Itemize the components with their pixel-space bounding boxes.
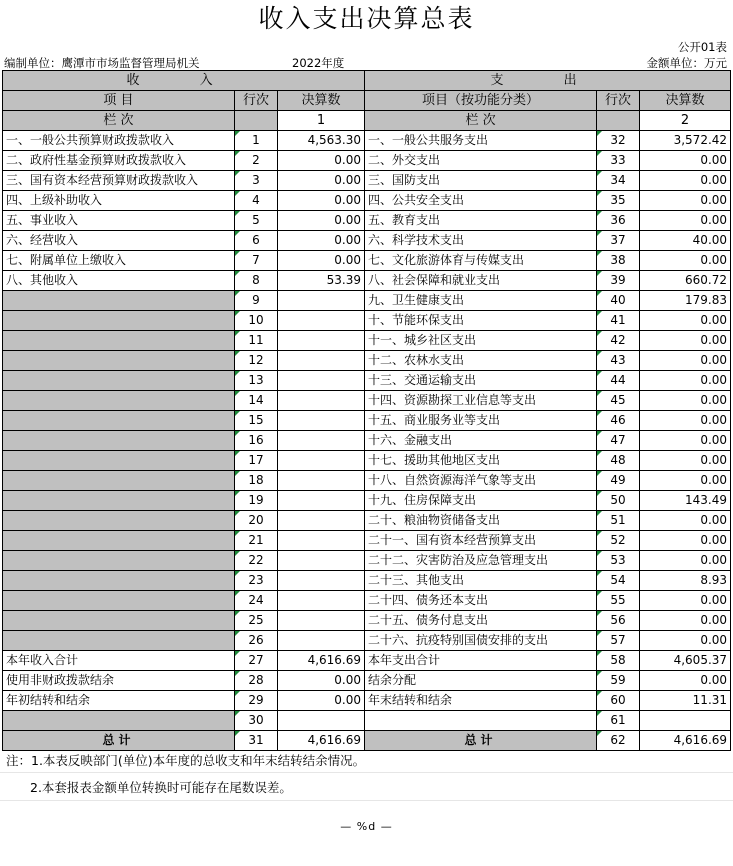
income-item-header: 项 目 bbox=[3, 91, 235, 111]
divider bbox=[0, 800, 733, 801]
expense-line-number: 44 bbox=[597, 371, 640, 391]
header-row-index bbox=[3, 111, 731, 131]
income-item: 使用非财政拨款结余 bbox=[3, 671, 235, 691]
income-line-number: 14 bbox=[235, 391, 278, 411]
income-amount bbox=[278, 391, 365, 411]
note-2: 2.本套报表金额单位转换时可能存在尾数误差。 bbox=[30, 780, 292, 795]
income-item: 八、其他收入 bbox=[3, 271, 235, 291]
table-row bbox=[3, 151, 731, 171]
expense-item: 二十二、灾害防治及应急管理支出 bbox=[365, 551, 597, 571]
income-item bbox=[3, 511, 235, 531]
expense-line-number: 33 bbox=[597, 151, 640, 171]
income-item bbox=[3, 391, 235, 411]
income-line-number: 15 bbox=[235, 411, 278, 431]
expense-item: 十四、资源勘探工业信息等支出 bbox=[365, 391, 597, 411]
income-item bbox=[3, 411, 235, 431]
table-row bbox=[3, 731, 731, 751]
expense-line-number: 61 bbox=[597, 711, 640, 731]
expense-line-number: 46 bbox=[597, 411, 640, 431]
income-item bbox=[3, 571, 235, 591]
income-line-number: 7 bbox=[235, 251, 278, 271]
divider bbox=[0, 772, 733, 773]
income-item: 五、事业收入 bbox=[3, 211, 235, 231]
table-row bbox=[3, 351, 731, 371]
expense-item: 十一、城乡社区支出 bbox=[365, 331, 597, 351]
expense-item: 六、科学技术支出 bbox=[365, 231, 597, 251]
expense-amount: 11.31 bbox=[640, 691, 731, 711]
income-item: 七、附属单位上缴收入 bbox=[3, 251, 235, 271]
expense-line-number: 51 bbox=[597, 511, 640, 531]
expense-item: 十八、自然资源海洋气象等支出 bbox=[365, 471, 597, 491]
expense-item: 四、公共安全支出 bbox=[365, 191, 597, 211]
income-item bbox=[3, 551, 235, 571]
expense-item: 十二、农林水支出 bbox=[365, 351, 597, 371]
expense-line-number: 43 bbox=[597, 351, 640, 371]
table-row bbox=[3, 271, 731, 291]
income-item: 三、国有资本经营预算财政拨款收入 bbox=[3, 171, 235, 191]
income-amount: 4,616.69 bbox=[278, 651, 365, 671]
expense-section-header: 支 出 bbox=[365, 71, 731, 91]
income-item bbox=[3, 371, 235, 391]
table-row bbox=[3, 571, 731, 591]
expense-amount: 0.00 bbox=[640, 671, 731, 691]
income-line-number: 9 bbox=[235, 291, 278, 311]
table-row bbox=[3, 491, 731, 511]
income-amount bbox=[278, 451, 365, 471]
income-line-number: 5 bbox=[235, 211, 278, 231]
income-line-number: 19 bbox=[235, 491, 278, 511]
income-line-number: 11 bbox=[235, 331, 278, 351]
income-line-number: 12 bbox=[235, 351, 278, 371]
note-1: 注：1.本表反映部门(单位)本年度的总收支和年末结转结余情况。 bbox=[6, 753, 366, 768]
expense-item: 二十一、国有资本经营预算支出 bbox=[365, 531, 597, 551]
income-item: 年初结转和结余 bbox=[3, 691, 235, 711]
expense-item: 二十五、债务付息支出 bbox=[365, 611, 597, 631]
expense-line-number: 47 bbox=[597, 431, 640, 451]
expense-line-number: 41 bbox=[597, 311, 640, 331]
income-line-number: 6 bbox=[235, 231, 278, 251]
income-item bbox=[3, 331, 235, 351]
income-line-number: 8 bbox=[235, 271, 278, 291]
expense-item: 本年支出合计 bbox=[365, 651, 597, 671]
income-amount bbox=[278, 571, 365, 591]
expense-item: 三、国防支出 bbox=[365, 171, 597, 191]
expense-line-number: 56 bbox=[597, 611, 640, 631]
table-row bbox=[3, 591, 731, 611]
expense-line-number: 60 bbox=[597, 691, 640, 711]
expense-amount: 0.00 bbox=[640, 311, 731, 331]
income-column-number: 1 bbox=[278, 111, 365, 131]
expense-item: 二、外交支出 bbox=[365, 151, 597, 171]
expense-amount: 8.93 bbox=[640, 571, 731, 591]
income-item bbox=[3, 631, 235, 651]
income-line-number: 24 bbox=[235, 591, 278, 611]
expense-line-number: 38 bbox=[597, 251, 640, 271]
income-line-number: 23 bbox=[235, 571, 278, 591]
income-item bbox=[3, 611, 235, 631]
income-column-label: 栏 次 bbox=[3, 111, 235, 131]
income-amount: 0.00 bbox=[278, 231, 365, 251]
income-section-header: 收 入 bbox=[3, 71, 365, 91]
income-line-number: 29 bbox=[235, 691, 278, 711]
expense-line-number: 35 bbox=[597, 191, 640, 211]
income-amount bbox=[278, 631, 365, 651]
table-row bbox=[3, 231, 731, 251]
expense-amount: 0.00 bbox=[640, 451, 731, 471]
income-amount bbox=[278, 611, 365, 631]
expense-amount: 0.00 bbox=[640, 511, 731, 531]
income-amount: 0.00 bbox=[278, 171, 365, 191]
expense-line-number: 58 bbox=[597, 651, 640, 671]
income-line-number: 26 bbox=[235, 631, 278, 651]
expense-amount: 0.00 bbox=[640, 211, 731, 231]
income-amount bbox=[278, 371, 365, 391]
table-row bbox=[3, 171, 731, 191]
expense-line-number: 55 bbox=[597, 591, 640, 611]
income-item bbox=[3, 591, 235, 611]
income-item: 总计 bbox=[3, 731, 235, 751]
income-line-number: 1 bbox=[235, 131, 278, 151]
table-row bbox=[3, 511, 731, 531]
income-line-number: 25 bbox=[235, 611, 278, 631]
income-expense-table bbox=[2, 70, 731, 751]
expense-line-number: 53 bbox=[597, 551, 640, 571]
expense-item-header: 项目（按功能分类） bbox=[365, 91, 597, 111]
expense-amount: 0.00 bbox=[640, 551, 731, 571]
income-line-number: 21 bbox=[235, 531, 278, 551]
income-amount: 4,563.30 bbox=[278, 131, 365, 151]
expense-item: 二十、粮油物资储备支出 bbox=[365, 511, 597, 531]
expense-amount: 0.00 bbox=[640, 591, 731, 611]
income-line-number: 3 bbox=[235, 171, 278, 191]
header-row-columns bbox=[3, 91, 731, 111]
expense-amount: 0.00 bbox=[640, 391, 731, 411]
income-item: 二、政府性基金预算财政拨款收入 bbox=[3, 151, 235, 171]
expense-amount: 179.83 bbox=[640, 291, 731, 311]
income-amount bbox=[278, 411, 365, 431]
expense-amount: 4,605.37 bbox=[640, 651, 731, 671]
income-line-number: 20 bbox=[235, 511, 278, 531]
table-row bbox=[3, 331, 731, 351]
income-line-number: 18 bbox=[235, 471, 278, 491]
income-amount: 0.00 bbox=[278, 151, 365, 171]
expense-item bbox=[365, 711, 597, 731]
form-code: 公开01表 bbox=[677, 40, 727, 54]
table-row bbox=[3, 251, 731, 271]
expense-line-number: 52 bbox=[597, 531, 640, 551]
income-line-number: 13 bbox=[235, 371, 278, 391]
income-amount bbox=[278, 291, 365, 311]
expense-amount: 0.00 bbox=[640, 411, 731, 431]
income-amount: 0.00 bbox=[278, 211, 365, 231]
expense-item: 年末结转和结余 bbox=[365, 691, 597, 711]
expense-amount: 0.00 bbox=[640, 631, 731, 651]
expense-line-number: 62 bbox=[597, 731, 640, 751]
expense-line-number: 59 bbox=[597, 671, 640, 691]
expense-amount: 0.00 bbox=[640, 191, 731, 211]
page-footer: — %d — bbox=[340, 820, 393, 833]
expense-amount: 3,572.42 bbox=[640, 131, 731, 151]
expense-line-number: 39 bbox=[597, 271, 640, 291]
expense-amount: 0.00 bbox=[640, 171, 731, 191]
income-line-header: 行次 bbox=[235, 91, 278, 111]
expense-amount: 0.00 bbox=[640, 531, 731, 551]
expense-item: 总计 bbox=[365, 731, 597, 751]
income-item: 本年收入合计 bbox=[3, 651, 235, 671]
income-item bbox=[3, 451, 235, 471]
expense-item: 二十四、债务还本支出 bbox=[365, 591, 597, 611]
expense-amount: 0.00 bbox=[640, 331, 731, 351]
expense-item: 八、社会保障和就业支出 bbox=[365, 271, 597, 291]
expense-amount: 660.72 bbox=[640, 271, 731, 291]
expense-line-number: 40 bbox=[597, 291, 640, 311]
table-row bbox=[3, 551, 731, 571]
expense-item: 十、节能环保支出 bbox=[365, 311, 597, 331]
income-line-number: 16 bbox=[235, 431, 278, 451]
table-row bbox=[3, 311, 731, 331]
table-row bbox=[3, 711, 731, 731]
table-row bbox=[3, 531, 731, 551]
table-row bbox=[3, 411, 731, 431]
income-line-number: 27 bbox=[235, 651, 278, 671]
income-amount bbox=[278, 551, 365, 571]
income-amount bbox=[278, 711, 365, 731]
income-line-number: 17 bbox=[235, 451, 278, 471]
income-line-number: 2 bbox=[235, 151, 278, 171]
income-line-number: 22 bbox=[235, 551, 278, 571]
expense-line-number: 48 bbox=[597, 451, 640, 471]
expense-item: 二十三、其他支出 bbox=[365, 571, 597, 591]
income-amount bbox=[278, 351, 365, 371]
income-amount bbox=[278, 431, 365, 451]
expense-amount: 0.00 bbox=[640, 251, 731, 271]
income-amount bbox=[278, 591, 365, 611]
income-item bbox=[3, 711, 235, 731]
income-amount bbox=[278, 531, 365, 551]
table-row bbox=[3, 671, 731, 691]
expense-item: 结余分配 bbox=[365, 671, 597, 691]
expense-item: 二十六、抗疫特别国债安排的支出 bbox=[365, 631, 597, 651]
expense-amount: 0.00 bbox=[640, 431, 731, 451]
income-line-number: 4 bbox=[235, 191, 278, 211]
fiscal-year: 2022年度 bbox=[292, 56, 345, 70]
expense-amount: 0.00 bbox=[640, 351, 731, 371]
expense-amount: 0.00 bbox=[640, 471, 731, 491]
expense-item: 一、一般公共服务支出 bbox=[365, 131, 597, 151]
table-row bbox=[3, 391, 731, 411]
income-amount bbox=[278, 311, 365, 331]
expense-item: 十六、金融支出 bbox=[365, 431, 597, 451]
income-amount bbox=[278, 491, 365, 511]
expense-amount: 0.00 bbox=[640, 371, 731, 391]
income-item bbox=[3, 531, 235, 551]
expense-line-number: 50 bbox=[597, 491, 640, 511]
income-amount bbox=[278, 331, 365, 351]
expense-amount: 0.00 bbox=[640, 611, 731, 631]
income-line-number: 31 bbox=[235, 731, 278, 751]
income-amount-header: 决算数 bbox=[278, 91, 365, 111]
expense-column-number: 2 bbox=[640, 111, 731, 131]
expense-line-number: 36 bbox=[597, 211, 640, 231]
table-row bbox=[3, 651, 731, 671]
income-amount: 0.00 bbox=[278, 691, 365, 711]
expense-item: 九、卫生健康支出 bbox=[365, 291, 597, 311]
expense-line-number: 45 bbox=[597, 391, 640, 411]
income-line-number: 28 bbox=[235, 671, 278, 691]
expense-amount-header: 决算数 bbox=[640, 91, 731, 111]
expense-amount: 0.00 bbox=[640, 151, 731, 171]
table-row bbox=[3, 631, 731, 651]
expense-amount bbox=[640, 711, 731, 731]
header-row-sections bbox=[3, 71, 731, 91]
income-item bbox=[3, 471, 235, 491]
income-amount: 0.00 bbox=[278, 191, 365, 211]
reporting-unit: 编制单位：鹰潭市市场监督管理局机关 bbox=[4, 56, 200, 70]
table-row bbox=[3, 291, 731, 311]
expense-line-number: 57 bbox=[597, 631, 640, 651]
income-amount: 53.39 bbox=[278, 271, 365, 291]
expense-line-number: 34 bbox=[597, 171, 640, 191]
income-item bbox=[3, 311, 235, 331]
table-row bbox=[3, 371, 731, 391]
expense-line-number: 49 bbox=[597, 471, 640, 491]
expense-item: 十九、住房保障支出 bbox=[365, 491, 597, 511]
table-row bbox=[3, 191, 731, 211]
income-item: 四、上级补助收入 bbox=[3, 191, 235, 211]
income-amount bbox=[278, 511, 365, 531]
expense-amount: 143.49 bbox=[640, 491, 731, 511]
expense-column-label: 栏 次 bbox=[365, 111, 597, 131]
income-amount: 0.00 bbox=[278, 671, 365, 691]
expense-item: 十五、商业服务业等支出 bbox=[365, 411, 597, 431]
expense-line-number: 42 bbox=[597, 331, 640, 351]
expense-line-number: 54 bbox=[597, 571, 640, 591]
income-item bbox=[3, 351, 235, 371]
expense-item: 十三、交通运输支出 bbox=[365, 371, 597, 391]
income-amount: 0.00 bbox=[278, 251, 365, 271]
income-item bbox=[3, 491, 235, 511]
expense-amount: 4,616.69 bbox=[640, 731, 731, 751]
expense-item: 七、文化旅游体育与传媒支出 bbox=[365, 251, 597, 271]
expense-line-header: 行次 bbox=[597, 91, 640, 111]
report-title: 收入支出决算总表 bbox=[258, 4, 475, 33]
amount-unit: 金额单位：万元 bbox=[646, 56, 727, 70]
table-row bbox=[3, 611, 731, 631]
table-row bbox=[3, 451, 731, 471]
table-row bbox=[3, 431, 731, 451]
table-row bbox=[3, 471, 731, 491]
income-item bbox=[3, 431, 235, 451]
table-row bbox=[3, 211, 731, 231]
income-line-number: 10 bbox=[235, 311, 278, 331]
income-amount bbox=[278, 471, 365, 491]
expense-item: 五、教育支出 bbox=[365, 211, 597, 231]
income-line-number: 30 bbox=[235, 711, 278, 731]
table-row bbox=[3, 691, 731, 711]
income-item: 六、经营收入 bbox=[3, 231, 235, 251]
income-item: 一、一般公共预算财政拨款收入 bbox=[3, 131, 235, 151]
expense-item: 十七、援助其他地区支出 bbox=[365, 451, 597, 471]
expense-line-number: 37 bbox=[597, 231, 640, 251]
expense-amount: 40.00 bbox=[640, 231, 731, 251]
income-item bbox=[3, 291, 235, 311]
table-row bbox=[3, 131, 731, 151]
income-amount: 4,616.69 bbox=[278, 731, 365, 751]
expense-line-number: 32 bbox=[597, 131, 640, 151]
